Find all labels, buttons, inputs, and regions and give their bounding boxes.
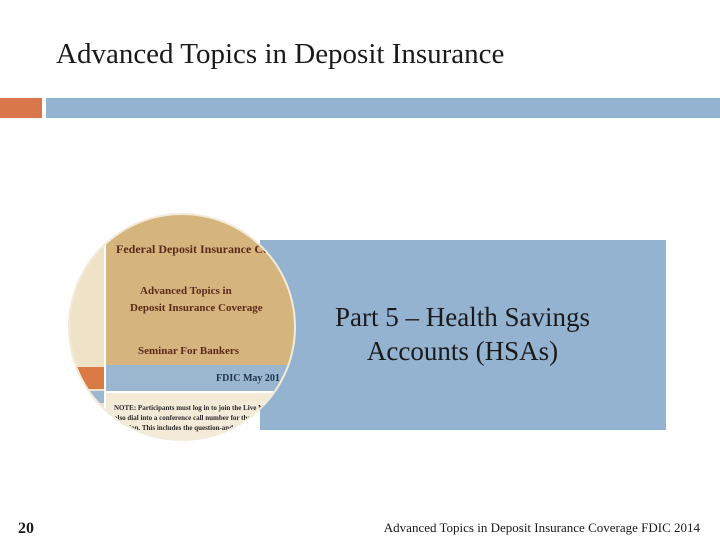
cover-title-line1: Advanced Topics in [140,285,232,297]
cover-subtitle: Seminar For Bankers [138,345,240,357]
cover-left-strip [70,215,104,439]
page-number: 20 [18,520,34,537]
accent-bar-blue [46,98,720,118]
slide-footer: Advanced Topics in Deposit Insurance Coverage FDIC 2014 [383,520,700,535]
cover-title-line2: Deposit Insurance Coverage [130,302,263,314]
cover-date: FDIC May 201 [216,373,280,384]
cover-thumbnail [70,215,294,439]
cover-thumbnail-content [70,215,294,439]
slide-title: Advanced Topics in Deposit Insurance [56,38,505,70]
cover-note: NOTE: Participants must log in to join the Live Meeting pr also dial into a conference call number for the audio por entation. This includes the question-and-answ [114,404,292,432]
cover-left-orange-block [70,367,104,389]
section-title: Part 5 – Health Savings Accounts (HSAs) [335,302,590,366]
cover-org-name: Federal Deposit Insurance Corpo [116,242,287,256]
cover-left-blue-block [70,391,104,403]
accent-bar-orange [0,98,42,118]
